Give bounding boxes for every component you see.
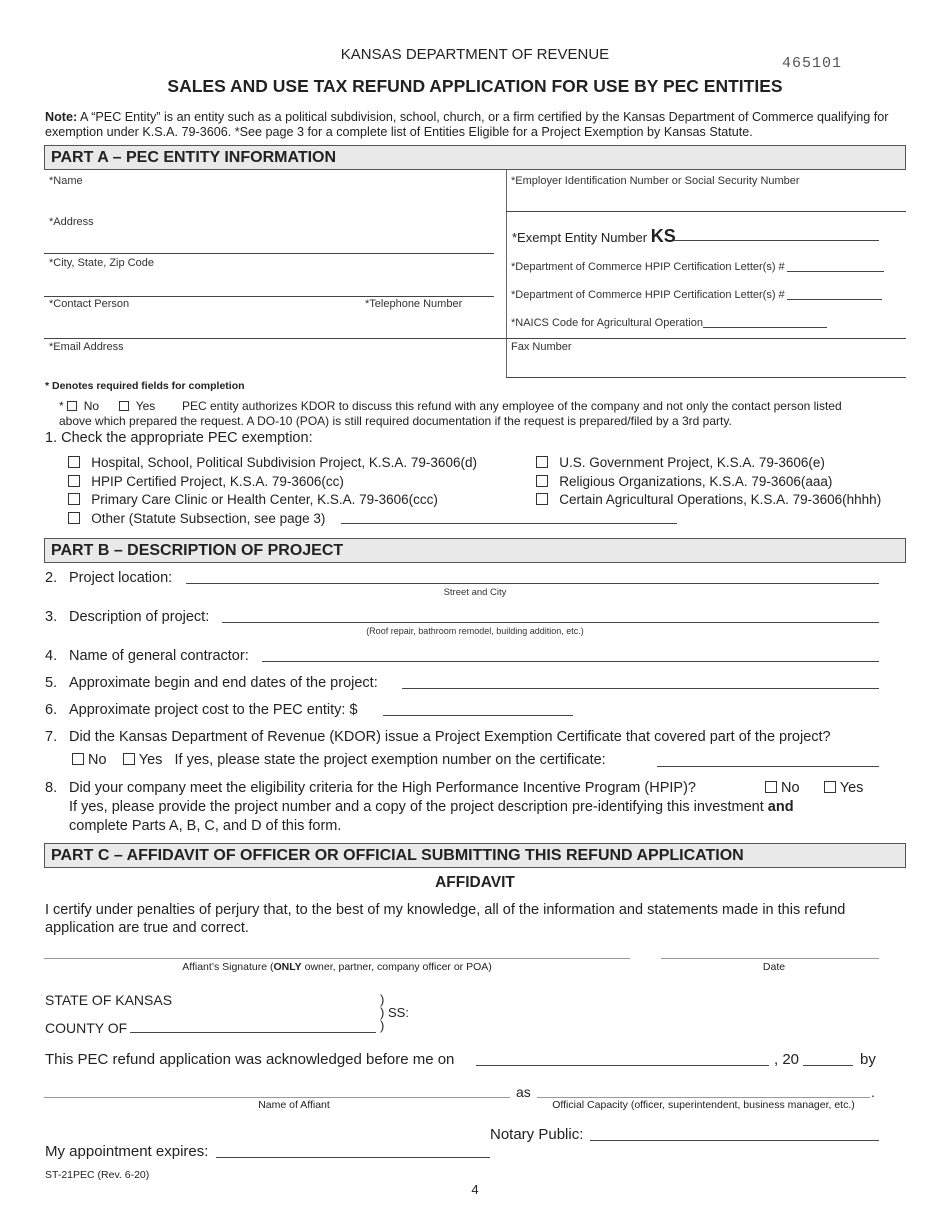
- exemption-options-right: [536, 454, 881, 510]
- project-dates-field[interactable]: [402, 688, 879, 689]
- date-field[interactable]: [661, 958, 879, 959]
- option-other: Other (Statute Subsection, see page 3): [68, 510, 477, 529]
- signature-caption: Affiant’s Signature (ONLY owner, partner, company officer or POA): [182, 961, 492, 973]
- option-primary-care: Primary Care Clinic or Health Center, K.S.A. 79-3606(ccc): [68, 491, 477, 510]
- certify-statement: I certify under penalties of perjury that, to the best of my knowledge, all of the information and statements made in this refund application are true and correct.: [45, 902, 846, 936]
- auth-text-1: PEC entity authorizes KDOR to discuss this refund with any employee of the company and not only the contact person listed: [181, 399, 842, 413]
- q6-number: 6.: [45, 702, 58, 718]
- q2-caption: Street and City: [443, 587, 507, 598]
- hpip-letter-label-2: *Department of Commerce HPIP Certification Letter(s) #: [511, 289, 785, 301]
- q3-label: Description of project:: [69, 609, 210, 625]
- q7-follow-up: If yes, please state the project exemption number on the certificate:: [174, 752, 606, 768]
- option-religious-checkbox[interactable]: [536, 475, 548, 487]
- q8-options: No Yes: [765, 780, 863, 796]
- auth-yes-checkbox[interactable]: [119, 401, 129, 411]
- fax-label: Fax Number: [511, 341, 572, 353]
- address-label: *Address: [49, 216, 94, 228]
- part-c-header: PART C – AFFIDAVIT OF OFFICER OR OFFICIAL SUBMITTING THIS REFUND APPLICATION: [44, 843, 906, 868]
- telephone-label: *Telephone Number: [365, 298, 463, 310]
- contact-field[interactable]: [44, 311, 494, 335]
- exempt-entity-field[interactable]: [674, 240, 879, 241]
- ein-line: [506, 211, 906, 212]
- county-label: COUNTY OF: [45, 1020, 128, 1036]
- notary-label: Notary Public:: [490, 1126, 584, 1143]
- q3-caption: (Roof repair, bathroom remodel, building addition, etc.): [366, 626, 584, 636]
- acknowledged-label: This PEC refund application was acknowledged before me on: [45, 1051, 455, 1068]
- project-cost-field[interactable]: [383, 715, 573, 716]
- q5-number: 5.: [45, 675, 58, 691]
- page-title: SALES AND USE TAX REFUND APPLICATION FOR USE BY PEC ENTITIES: [167, 76, 783, 96]
- as-label: as: [516, 1084, 531, 1100]
- part-a-divider: [506, 170, 507, 377]
- auth-no-checkbox[interactable]: [67, 401, 77, 411]
- email-label: *Email Address: [49, 341, 124, 353]
- auth-no-label: No: [83, 399, 100, 413]
- q8-no-checkbox[interactable]: [765, 781, 777, 793]
- date-caption: Date: [762, 961, 786, 973]
- q7-label: Did the Kansas Department of Revenue (KDOR) issue a Project Exemption Certificate that covered part of the project?: [69, 729, 831, 745]
- option-hospital: Hospital, School, Political Subdivision Project, K.S.A. 79-3606(d): [68, 454, 477, 473]
- official-capacity-caption: Official Capacity (officer, superintendent, business manager, etc.): [552, 1099, 855, 1111]
- affiant-name-caption: Name of Affiant: [258, 1099, 330, 1111]
- page-number: 4: [471, 1182, 479, 1197]
- hpip-letter-field-2[interactable]: [787, 299, 882, 300]
- project-location-field[interactable]: [186, 583, 879, 584]
- exempt-entity-label: *Exempt Entity Number KS: [512, 226, 676, 246]
- notary-field[interactable]: [590, 1140, 879, 1141]
- year-prefix: , 20: [774, 1051, 800, 1068]
- option-agricultural-checkbox[interactable]: [536, 493, 548, 505]
- q7-no-checkbox[interactable]: [72, 753, 84, 765]
- ss-bracket: ) ) SS: ): [380, 992, 409, 1033]
- q7-yes-checkbox[interactable]: [123, 753, 135, 765]
- hpip-letter-field-1[interactable]: [787, 271, 884, 272]
- option-hpip: HPIP Certified Project, K.S.A. 79-3606(cc): [68, 473, 477, 492]
- appointment-label: My appointment expires:: [45, 1143, 209, 1160]
- fax-field[interactable]: [510, 354, 905, 376]
- ein-label: *Employer Identification Number or Social Security Number: [511, 175, 800, 187]
- acknowledged-date-field[interactable]: [476, 1065, 769, 1066]
- q8-line-3: complete Parts A, B, C, and D of this form.: [69, 818, 342, 834]
- q2-number: 2.: [45, 570, 58, 586]
- signature-field[interactable]: [44, 958, 630, 959]
- note-label: Note:: [45, 110, 78, 124]
- option-other-checkbox[interactable]: [68, 512, 80, 524]
- option-primary-care-checkbox[interactable]: [68, 493, 80, 505]
- department-name: KANSAS DEPARTMENT OF REVENUE: [340, 46, 610, 63]
- project-description-field[interactable]: [222, 622, 879, 623]
- q2-label: Project location:: [69, 570, 173, 586]
- auth-text-2: above which prepared the request. A DO-10 (POA) is still required documentation if the request is prepared/filed by a 3rd party.: [59, 414, 732, 428]
- name-label: *Name: [49, 175, 83, 187]
- q4-label: Name of general contractor:: [69, 648, 249, 664]
- q8-line-2: If yes, please provide the project number and a copy of the project description pre-identifying this investment and: [69, 799, 794, 815]
- naics-field[interactable]: [703, 327, 827, 328]
- address-field[interactable]: [44, 228, 494, 252]
- q4-number: 4.: [45, 648, 58, 664]
- auth-yes-label: Yes: [135, 399, 156, 413]
- affiant-name-field[interactable]: [44, 1097, 510, 1098]
- q6-label: Approximate project cost to the PEC entity: $: [69, 702, 358, 718]
- year-field[interactable]: [803, 1065, 853, 1066]
- q7-options: No Yes If yes, please state the project exemption number on the certificate:: [72, 752, 606, 768]
- q3-number: 3.: [45, 609, 58, 625]
- q8-number: 8.: [45, 780, 58, 796]
- email-row-line: [44, 338, 906, 339]
- city-line: [44, 296, 494, 297]
- option-us-government: U.S. Government Project, K.S.A. 79-3606(e): [536, 454, 881, 473]
- address-line: [44, 253, 494, 254]
- exemption-number-field[interactable]: [657, 766, 879, 767]
- q7-number: 7.: [45, 729, 58, 745]
- q5-label: Approximate begin and end dates of the project:: [69, 675, 378, 691]
- form-revision: ST-21PEC (Rev. 6-20): [45, 1169, 150, 1181]
- note-text: A “PEC Entity” is an entity such as a political subdivision, school, church, or a firm certified by the Kansas Department of Commerce qualifying for exemption under K.S.A. 79-3606. *See page 3 for a complete list of Entities Eligible for a Project Exemption by Kansas Statute.: [45, 110, 889, 139]
- option-religious: Religious Organizations, K.S.A. 79-3606(aaa): [536, 473, 881, 492]
- hpip-letter-label-1: *Department of Commerce HPIP Certification Letter(s) #: [511, 261, 785, 273]
- appointment-field[interactable]: [216, 1157, 490, 1158]
- option-hpip-checkbox[interactable]: [68, 475, 80, 487]
- note: [45, 110, 907, 140]
- general-contractor-field[interactable]: [262, 661, 879, 662]
- part-a-header: PART A – PEC ENTITY INFORMATION: [44, 145, 906, 170]
- option-agricultural: Certain Agricultural Operations, K.S.A. 79-3606(hhhh): [536, 491, 881, 510]
- ein-field[interactable]: [510, 188, 905, 210]
- required-note: * Denotes required fields for completion: [45, 380, 245, 392]
- email-field[interactable]: [44, 354, 504, 376]
- q8-label: Did your company meet the eligibility criteria for the High Performance Incentive Program (HPIP)?: [69, 780, 696, 796]
- city-field[interactable]: [44, 270, 494, 294]
- option-us-government-checkbox[interactable]: [536, 456, 548, 468]
- capacity-period: .: [871, 1084, 875, 1100]
- naics-label: *NAICS Code for Agricultural Operation: [511, 317, 703, 329]
- other-statute-field[interactable]: [341, 523, 677, 524]
- city-label: *City, State, Zip Code: [49, 257, 154, 269]
- exemption-options-left: [68, 454, 477, 528]
- fax-line: [506, 377, 906, 378]
- official-capacity-field[interactable]: [537, 1097, 870, 1098]
- q8-yes-checkbox[interactable]: [824, 781, 836, 793]
- affidavit-heading: AFFIDAVIT: [435, 874, 515, 891]
- state-label: STATE OF KANSAS: [45, 992, 173, 1008]
- county-field[interactable]: [130, 1032, 376, 1033]
- authorization: * No Yes PEC entity authorizes KDOR to discuss this refund with any employee of the company and not only the contact person listed above which prepared the request. A DO-10 (POA) is still required documentation if the request is prepared/filed by a 3rd party.: [59, 399, 842, 428]
- option-hospital-checkbox[interactable]: [68, 456, 80, 468]
- part-b-header: PART B – DESCRIPTION OF PROJECT: [44, 538, 906, 563]
- contact-label: *Contact Person: [49, 298, 130, 310]
- name-field[interactable]: [44, 188, 494, 210]
- ks-prefix: KS: [650, 226, 676, 246]
- question-1: 1. Check the appropriate PEC exemption:: [45, 430, 313, 446]
- by-label: by: [860, 1051, 876, 1068]
- form-code: 465101: [781, 55, 842, 72]
